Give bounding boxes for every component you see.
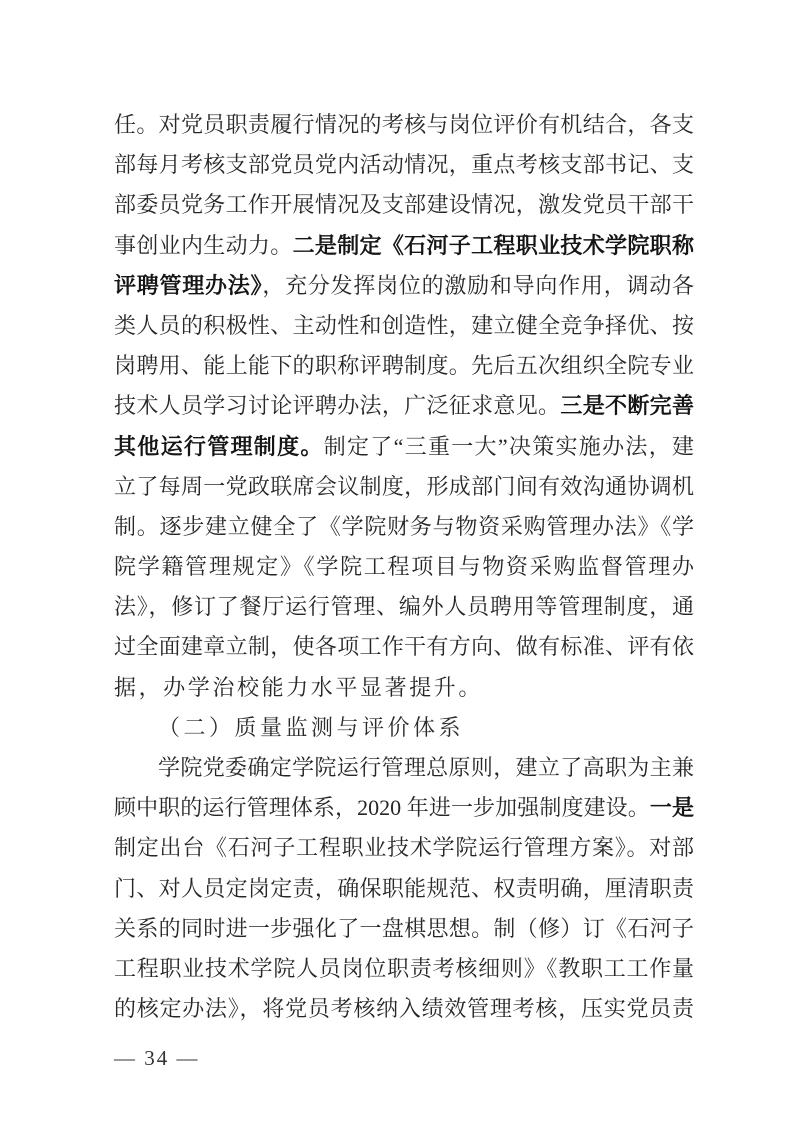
text-line [114,949,694,989]
section-heading [114,708,694,748]
text-segment: 技术人员学习讨论评聘办法，广泛征求意见。 [114,393,561,419]
bold-text-segment: 评聘管理办法》 [114,272,263,298]
text-segment: 顾中职的运行管理体系，2020 年进一步加强制度建设。 [114,795,650,821]
text-line [114,145,694,185]
text-line [114,748,694,788]
text-line [114,226,694,266]
text-segment: 据，办学治校能力水平显著提升。 [114,674,484,700]
text-segment: 学院党委确定学院运行管理总原则，建立了高职为主兼 [158,755,694,780]
bold-text-segment: 二是制定《石河子工程职业技术学院职称 [292,232,694,258]
text-line [114,386,694,426]
text-segment: 岗聘用、能上能下的职称评聘制度。先后五次组织全院专业 [114,353,694,379]
text-line [114,266,694,306]
bold-text-segment: 其他运行管理制度。 [114,433,324,459]
document-body [114,105,694,1029]
text-segment: 部委员党务工作开展情况及支部建设情况，激发党员干部干 [114,192,694,218]
text-segment: 院学籍管理规定》《学院工程项目与物资采购监督管理办 [114,554,694,580]
text-segment: （二）质量监测与评价体系 [158,714,465,740]
text-line [114,587,694,627]
bold-text-segment: 一是 [649,795,694,821]
text-segment: 法》，修订了餐厅运行管理、编外人员聘用等管理制度，通 [114,594,694,620]
text-line [114,989,694,1029]
text-segment: 事创业内生动力。 [114,232,293,258]
text-line [114,427,694,467]
text-line [114,105,694,145]
text-line [114,507,694,547]
text-segment: 关系的同时进一步强化了一盘棋思想。制（修）订《石河子 [114,915,694,941]
text-segment: 任。对党员职责履行情况的考核与岗位评价有机结合，各支 [114,112,694,137]
text-line [114,467,694,507]
text-segment: 制定了“三重一大”决策实施办法，建 [323,433,694,459]
text-line [114,668,694,708]
text-segment: 制定出台《石河子工程职业技术学院运行管理方案》。对部 [114,835,694,861]
text-line [114,909,694,949]
text-segment: 制。逐步建立健全了《学院财务与物资采购管理办法》《学 [114,513,694,539]
text-line [114,306,694,346]
text-segment: 过全面建章立制，使各项工作干有方向、做有标准、评有依 [114,634,694,660]
text-segment: ，充分发挥岗位的激励和导向作用，调动各 [262,272,694,298]
text-segment: 部每月考核支部党员党内活动情况，重点考核支部书记、支 [114,152,694,178]
text-segment: 类人员的积极性、主动性和创造性，建立健全竞争择优、按 [114,312,694,338]
bold-text-segment: 三是不断完善 [560,393,694,419]
text-line [114,547,694,587]
text-line [114,828,694,868]
text-segment: 门、对人员定岗定责，确保职能规范、权责明确，厘清职责 [114,875,694,901]
text-line [114,627,694,667]
page-number: — 34 — [114,1046,200,1070]
text-line [114,869,694,909]
text-segment: 工程职业技术学院人员岗位职责考核细则》《教职工工作量 [114,955,694,981]
text-segment: 立了每周一党政联席会议制度，形成部门间有效沟通协调机 [114,473,694,499]
text-segment: 的核定办法》，将党员考核纳入绩效管理考核，压实党员责 [114,996,694,1022]
text-line [114,185,694,225]
text-line [114,788,694,828]
text-line [114,346,694,386]
